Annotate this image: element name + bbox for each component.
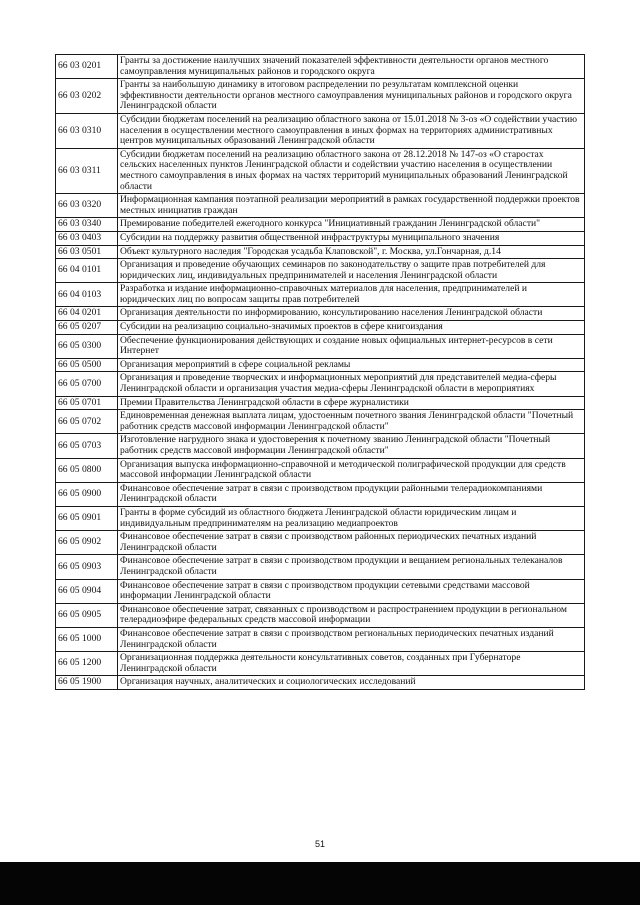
table-row: [56, 676, 585, 690]
row-code: 66 05 1000: [56, 627, 118, 651]
table-row: [56, 113, 585, 148]
table-row: [56, 627, 585, 651]
row-description: Объект культурного наследия "Городская усадьба Клаповской", г. Москва, ул.Гончарная, д.14: [118, 245, 585, 259]
row-code: 66 05 0901: [56, 506, 118, 530]
table-row: [56, 245, 585, 259]
row-description: Организация и проведение обучающих семинаров по законодательству о защите прав потребителей для юридических лиц, индивидуальных предпринимателей и населения Ленинградской области: [118, 259, 585, 283]
row-description: Гранты за наибольшую динамику в итоговом распределении по результатам комплексной оценки эффективности деятельности органов местного самоуправления муниципальных районов и городского округа Ленинградской области: [118, 79, 585, 114]
row-code: 66 05 0902: [56, 531, 118, 555]
row-code: 66 03 0202: [56, 79, 118, 114]
table-row: [56, 458, 585, 482]
table-row: [56, 194, 585, 218]
row-description: Изготовление нагрудного знака и удостоверения к почетному званию Ленинградской области "Почетный работник средств массовой информации Ленинградской области": [118, 434, 585, 458]
row-code: 66 03 0340: [56, 218, 118, 232]
row-code: 66 05 0702: [56, 410, 118, 434]
row-description: Финансовое обеспечение затрат в связи с производством региональных периодических печатных изданий Ленинградской области: [118, 627, 585, 651]
row-description: Финансовое обеспечение затрат в связи с производством продукции районными телерадиокомпаниями Ленинградской области: [118, 482, 585, 506]
table-row: [56, 410, 585, 434]
row-code: 66 05 0701: [56, 396, 118, 410]
row-code: 66 03 0311: [56, 148, 118, 193]
table-row: [56, 358, 585, 372]
row-code: 66 05 0703: [56, 434, 118, 458]
table-row: [56, 396, 585, 410]
row-description: Субсидии бюджетам поселений на реализацию областного закона от 15.01.2018 № 3-оз «О содействии участию населения в осуществлении местного самоуправления в иных формах на территориях административных центров муниципальных образований Ленинградской области: [118, 113, 585, 148]
table-row: [56, 434, 585, 458]
row-code: 66 04 0101: [56, 259, 118, 283]
table-row: [56, 652, 585, 676]
row-description: Организация научных, аналитических и социологических исследований: [118, 676, 585, 690]
row-code: 66 05 0300: [56, 334, 118, 358]
row-code: 66 05 0500: [56, 358, 118, 372]
table-row: [56, 372, 585, 396]
row-code: 66 05 0700: [56, 372, 118, 396]
table-row: [56, 334, 585, 358]
row-code: 66 03 0403: [56, 231, 118, 245]
row-code: 66 05 0800: [56, 458, 118, 482]
row-code: 66 03 0201: [56, 55, 118, 79]
row-code: 66 04 0103: [56, 283, 118, 307]
row-code: 66 05 0904: [56, 579, 118, 603]
row-code: 66 05 1200: [56, 652, 118, 676]
table-row: [56, 259, 585, 283]
table-row: [56, 321, 585, 335]
row-description: Разработка и издание информационно-справочных материалов для населения, предпринимателей и юридических лиц по вопросам защиты прав потребителей: [118, 283, 585, 307]
table-row: [56, 148, 585, 193]
row-code: 66 03 0320: [56, 194, 118, 218]
table-row: [56, 555, 585, 579]
row-description: Финансовое обеспечение затрат в связи с производством районных периодических печатных изданий Ленинградской области: [118, 531, 585, 555]
table-row: [56, 482, 585, 506]
scan-bottom-bar: [0, 862, 640, 905]
row-code: 66 03 0501: [56, 245, 118, 259]
row-code: 66 05 0903: [56, 555, 118, 579]
row-description: Обеспечение функционирования действующих и создание новых официальных интернет-ресурсов в сети Интернет: [118, 334, 585, 358]
row-description: Организационная поддержка деятельности консультативных советов, созданных при Губернаторе Ленинградской области: [118, 652, 585, 676]
page-number: 51: [314, 839, 325, 849]
budget-codes-table: [55, 54, 585, 690]
row-description: Организация деятельности по информированию, консультированию населения Ленинградской области: [118, 307, 585, 321]
table-row: [56, 579, 585, 603]
table-row: [56, 55, 585, 79]
row-code: 66 05 0207: [56, 321, 118, 335]
row-description: Финансовое обеспечение затрат в связи с производством продукции сетевыми средствами массовой информации Ленинградской области: [118, 579, 585, 603]
row-code: 66 05 0900: [56, 482, 118, 506]
row-description: Гранты в форме субсидий из областного бюджета Ленинградской области юридическим лицам и индивидуальным предпринимателям на реализацию медиапроектов: [118, 506, 585, 530]
budget-codes-table-body: [56, 55, 585, 690]
row-description: Гранты за достижение наилучших значений показателей эффективности деятельности органов местного самоуправления муниципальных районов и городского округа: [118, 55, 585, 79]
row-code: 66 05 0905: [56, 603, 118, 627]
row-code: 66 05 1900: [56, 676, 118, 690]
row-description: Субсидии на реализацию социально-значимых проектов в сфере книгоиздания: [118, 321, 585, 335]
row-description: Информационная кампания поэтапной реализации мероприятий в рамках государственной поддержки проектов местных инициатив граждан: [118, 194, 585, 218]
row-code: 66 03 0310: [56, 113, 118, 148]
row-description: Финансовое обеспечение затрат, связанных с производством и распространением продукции в региональном телерадиоэфире федеральных средств массовой информации: [118, 603, 585, 627]
table-row: [56, 231, 585, 245]
table-row: [56, 506, 585, 530]
row-code: 66 04 0201: [56, 307, 118, 321]
table-row: [56, 79, 585, 114]
table-row: [56, 307, 585, 321]
row-description: Организация выпуска информационно-справочной и методической полиграфической продукции для средств массовой информации Ленинградской области: [118, 458, 585, 482]
row-description: Субсидии бюджетам поселений на реализацию областного закона от 28.12.2018 № 147-оз «О старостах сельских населенных пунктов Ленинградской области и содействии участию населения в осуществлении местного самоуправления в иных формах на частях территорий муниципальных образований Ленинградской области: [118, 148, 585, 193]
table-row: [56, 603, 585, 627]
table-row: [56, 218, 585, 232]
row-description: Организация мероприятий в сфере социальной рекламы: [118, 358, 585, 372]
row-description: Премирование победителей ежегодного конкурса "Инициативный гражданин Ленинградской области": [118, 218, 585, 232]
row-description: Субсидии на поддержку развития общественной инфраструктуры муниципального значения: [118, 231, 585, 245]
row-description: Премии Правительства Ленинградской области в сфере журналистики: [118, 396, 585, 410]
table-row: [56, 283, 585, 307]
row-description: Единовременная денежная выплата лицам, удостоенным почетного звания Ленинградской области "Почетный работник средств массовой информации Ленинградской области": [118, 410, 585, 434]
row-description: Финансовое обеспечение затрат в связи с производством продукции и вещанием региональных телеканалов Ленинградской области: [118, 555, 585, 579]
row-description: Организация и проведение творческих и информационных мероприятий для представителей медиа-сферы Ленинградской области и организация участия медиа-сферы Ленинградской области в мероприятиях: [118, 372, 585, 396]
table-row: [56, 531, 585, 555]
